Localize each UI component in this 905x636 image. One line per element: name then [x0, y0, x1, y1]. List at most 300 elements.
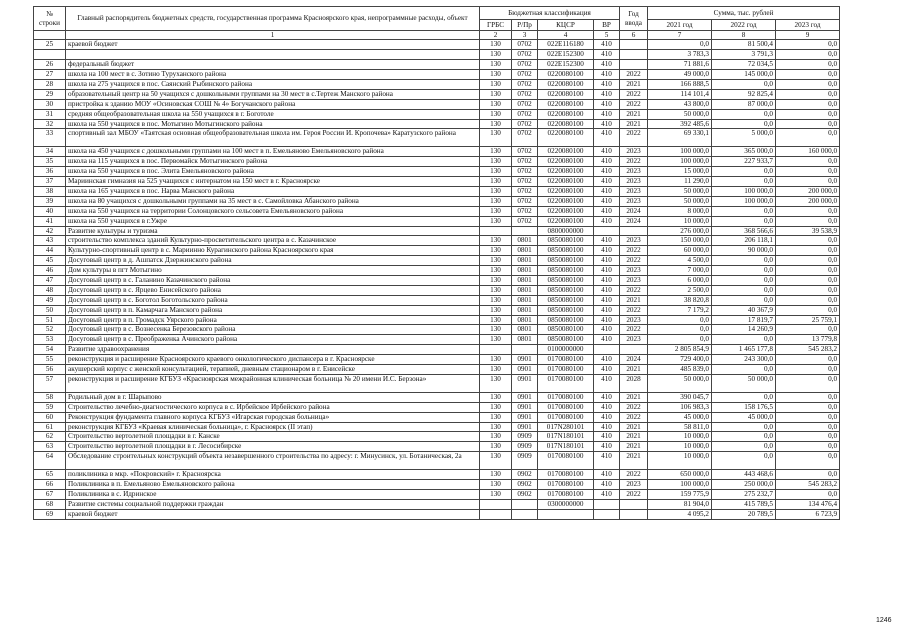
- cell-kcsr: 0170080100: [538, 480, 594, 490]
- cell-2023: 0,0: [776, 60, 840, 70]
- cell-vr: 410: [594, 266, 620, 276]
- row-name: спортивный зал МБОУ «Таятская основная общеобразовательная школа им. Героя России И. Кропочева» Каратузского района: [66, 129, 480, 147]
- row-number: 56: [34, 365, 66, 375]
- row-name: школа на 550 учащихся в г.Ужре: [66, 216, 480, 226]
- header-2021: 2021 год: [648, 20, 712, 31]
- row-name: краевой бюджет: [66, 509, 480, 519]
- row-name: Поликлиника в с. Идринское: [66, 490, 480, 500]
- cell-2021: 159 775,9: [648, 490, 712, 500]
- cell-vr: 410: [594, 490, 620, 500]
- cell-grbs: 130: [480, 442, 512, 452]
- row-name: Поликлиника в п. Емельяново Емельяновского района: [66, 480, 480, 490]
- cell-year: 2024: [620, 216, 648, 226]
- cell-year: 2023: [620, 480, 648, 490]
- cell-vr: 410: [594, 325, 620, 335]
- cell-rpr: [512, 499, 538, 509]
- cell-rpr: [512, 345, 538, 355]
- row-name: Досуговый центр в с. Вознесенка Березовского района: [66, 325, 480, 335]
- col-index: 9: [776, 31, 840, 40]
- header-2023: 2023 год: [776, 20, 840, 31]
- cell-rpr: 0801: [512, 335, 538, 345]
- row-number: 43: [34, 236, 66, 246]
- row-number: 41: [34, 216, 66, 226]
- cell-vr: 410: [594, 470, 620, 480]
- cell-2023: 0,0: [776, 325, 840, 335]
- row-name: Обследование строительных конструкций объекта незавершенного строительства по адресу: г. Минусинск, ул. Ботаническая, 2а: [66, 452, 480, 470]
- cell-grbs: 130: [480, 325, 512, 335]
- cell-2021: 4 095,2: [648, 509, 712, 519]
- cell-kcsr: 0170080100: [538, 402, 594, 412]
- cell-year: 2022: [620, 256, 648, 266]
- table-row: [34, 442, 840, 452]
- cell-year: [620, 226, 648, 236]
- cell-year: 2023: [620, 167, 648, 177]
- col-index: 2: [480, 31, 512, 40]
- cell-year: 2022: [620, 157, 648, 167]
- row-number: 39: [34, 196, 66, 206]
- cell-vr: 410: [594, 177, 620, 187]
- header-year: Год ввода: [620, 7, 648, 31]
- cell-2023: 0,0: [776, 392, 840, 402]
- cell-rpr: 0801: [512, 266, 538, 276]
- cell-2023: 39 538,9: [776, 226, 840, 236]
- table-row: [34, 490, 840, 500]
- cell-rpr: 0901: [512, 365, 538, 375]
- row-name: краевой бюджет: [66, 40, 480, 50]
- cell-grbs: 130: [480, 109, 512, 119]
- table-row: [34, 355, 840, 365]
- table-row: [34, 50, 840, 60]
- table-row: [34, 226, 840, 236]
- cell-grbs: 130: [480, 315, 512, 325]
- table-row: [34, 422, 840, 432]
- cell-kcsr: 0100000000: [538, 345, 594, 355]
- row-number: 45: [34, 256, 66, 266]
- cell-rpr: 0901: [512, 412, 538, 422]
- table-row: [34, 236, 840, 246]
- cell-kcsr: 0850080100: [538, 246, 594, 256]
- cell-vr: 410: [594, 79, 620, 89]
- cell-2022: 0,0: [712, 422, 776, 432]
- row-name: Родильный дом в г. Шарыпово: [66, 392, 480, 402]
- cell-2023: 0,0: [776, 109, 840, 119]
- table-row: [34, 432, 840, 442]
- cell-grbs: 130: [480, 335, 512, 345]
- cell-2023: 0,0: [776, 442, 840, 452]
- cell-2022: 72 034,5: [712, 60, 776, 70]
- cell-kcsr: 0170080100: [538, 355, 594, 365]
- cell-year: [620, 50, 648, 60]
- col-index: 1: [66, 31, 480, 40]
- table-row: [34, 365, 840, 375]
- row-number: 44: [34, 246, 66, 256]
- cell-kcsr: 0850080100: [538, 266, 594, 276]
- header-num: № строки: [34, 7, 66, 31]
- col-index: 6: [620, 31, 648, 40]
- cell-rpr: [512, 226, 538, 236]
- cell-vr: 410: [594, 147, 620, 157]
- cell-2023: 0,0: [776, 167, 840, 177]
- cell-grbs: 130: [480, 452, 512, 470]
- col-index: 8: [712, 31, 776, 40]
- cell-rpr: 0702: [512, 129, 538, 147]
- cell-year: 2023: [620, 147, 648, 157]
- cell-rpr: 0702: [512, 79, 538, 89]
- row-name: школа на 275 учащихся в пос. Саянский Рыбинского района: [66, 79, 480, 89]
- cell-kcsr: 022E116180: [538, 40, 594, 50]
- cell-vr: 410: [594, 355, 620, 365]
- table-row: [34, 246, 840, 256]
- cell-kcsr: 0170080100: [538, 374, 594, 392]
- row-name: Развитие системы социальной поддержки граждан: [66, 499, 480, 509]
- cell-rpr: 0801: [512, 315, 538, 325]
- cell-rpr: 0702: [512, 177, 538, 187]
- row-name: школа на 550 учащихся на территории Солонцовского сельсовета Емельяновского района: [66, 206, 480, 216]
- cell-grbs: 130: [480, 119, 512, 129]
- cell-grbs: 130: [480, 60, 512, 70]
- cell-2021: 10 000,0: [648, 452, 712, 470]
- cell-kcsr: 0850080100: [538, 315, 594, 325]
- row-name: пристройка к зданию МОУ «Осиновская СОШ № 4» Богучанского района: [66, 99, 480, 109]
- cell-kcsr: 0220080100: [538, 89, 594, 99]
- cell-2022: 0,0: [712, 276, 776, 286]
- cell-2022: 368 566,6: [712, 226, 776, 236]
- cell-rpr: 0902: [512, 470, 538, 480]
- cell-vr: 410: [594, 89, 620, 99]
- cell-2023: 0,0: [776, 432, 840, 442]
- cell-2023: 200 000,0: [776, 196, 840, 206]
- cell-rpr: 0901: [512, 374, 538, 392]
- cell-2021: 10 000,0: [648, 216, 712, 226]
- cell-vr: 410: [594, 109, 620, 119]
- row-number: 30: [34, 99, 66, 109]
- cell-vr: 410: [594, 276, 620, 286]
- cell-grbs: 130: [480, 206, 512, 216]
- table-row: [34, 374, 840, 392]
- cell-year: 2022: [620, 70, 648, 80]
- cell-grbs: 130: [480, 186, 512, 196]
- cell-year: 2028: [620, 374, 648, 392]
- cell-grbs: 130: [480, 285, 512, 295]
- cell-grbs: 130: [480, 89, 512, 99]
- header-name: Главный распорядитель бюджетных средств, государственная программа Красноярского края, непрограммные расходы, объект: [66, 7, 480, 31]
- cell-2021: 150 000,0: [648, 236, 712, 246]
- cell-2022: 50 000,0: [712, 374, 776, 392]
- cell-grbs: 130: [480, 236, 512, 246]
- row-number: 36: [34, 167, 66, 177]
- cell-grbs: [480, 226, 512, 236]
- cell-kcsr: 022E152300: [538, 50, 594, 60]
- cell-2023: 0,0: [776, 256, 840, 266]
- cell-2022: 415 789,5: [712, 499, 776, 509]
- row-number: 67: [34, 490, 66, 500]
- cell-2022: 0,0: [712, 432, 776, 442]
- cell-2022: 81 500,4: [712, 40, 776, 50]
- cell-year: 2022: [620, 89, 648, 99]
- cell-vr: [594, 509, 620, 519]
- cell-grbs: 130: [480, 374, 512, 392]
- cell-2021: 60 000,0: [648, 246, 712, 256]
- cell-grbs: 130: [480, 422, 512, 432]
- cell-2021: 0,0: [648, 325, 712, 335]
- cell-2021: 7 000,0: [648, 266, 712, 276]
- row-number: 37: [34, 177, 66, 187]
- row-number: 68: [34, 499, 66, 509]
- cell-grbs: 130: [480, 167, 512, 177]
- row-number: 46: [34, 266, 66, 276]
- cell-kcsr: 0220080100: [538, 109, 594, 119]
- cell-2022: 0,0: [712, 285, 776, 295]
- cell-2022: 0,0: [712, 295, 776, 305]
- table-row: [34, 157, 840, 167]
- col-index: 5: [594, 31, 620, 40]
- cell-kcsr: 0850080100: [538, 236, 594, 246]
- cell-2023: 0,0: [776, 216, 840, 226]
- cell-2021: 0,0: [648, 335, 712, 345]
- cell-grbs: 130: [480, 256, 512, 266]
- cell-rpr: 0801: [512, 285, 538, 295]
- table-row: [34, 480, 840, 490]
- row-number: 47: [34, 276, 66, 286]
- table-row: [34, 177, 840, 187]
- row-name: [66, 50, 480, 60]
- table-row: [34, 89, 840, 99]
- cell-kcsr: 0220080100: [538, 206, 594, 216]
- row-number: 34: [34, 147, 66, 157]
- row-number: 25: [34, 40, 66, 50]
- cell-rpr: 0801: [512, 276, 538, 286]
- cell-year: 2023: [620, 236, 648, 246]
- cell-rpr: 0909: [512, 442, 538, 452]
- cell-kcsr: 0170080100: [538, 412, 594, 422]
- cell-rpr: 0702: [512, 70, 538, 80]
- cell-kcsr: 017N180101: [538, 432, 594, 442]
- cell-kcsr: 0220080100: [538, 186, 594, 196]
- header-2022: 2022 год: [712, 20, 776, 31]
- row-number: 63: [34, 442, 66, 452]
- cell-2023: 0,0: [776, 452, 840, 470]
- cell-2023: 0,0: [776, 70, 840, 80]
- cell-year: 2022: [620, 99, 648, 109]
- cell-2022: 243 300,0: [712, 355, 776, 365]
- row-name: Дом культуры в пгт Мотыгино: [66, 266, 480, 276]
- row-name: Досуговый центр в с. Ярцево Енисейского района: [66, 285, 480, 295]
- cell-year: 2023: [620, 266, 648, 276]
- table-row: [34, 335, 840, 345]
- cell-grbs: 130: [480, 355, 512, 365]
- table-row: [34, 196, 840, 206]
- row-number: 60: [34, 412, 66, 422]
- cell-year: 2021: [620, 295, 648, 305]
- cell-vr: 410: [594, 99, 620, 109]
- cell-rpr: 0901: [512, 355, 538, 365]
- cell-2021: 11 290,0: [648, 177, 712, 187]
- cell-2021: 58 811,0: [648, 422, 712, 432]
- cell-2023: 0,0: [776, 89, 840, 99]
- cell-kcsr: 0850080100: [538, 335, 594, 345]
- row-number: 50: [34, 305, 66, 315]
- row-number: [34, 50, 66, 60]
- row-name: Строительство лечебно-диагностического корпуса в с. Ирбейское Ирбейского района: [66, 402, 480, 412]
- row-number: 59: [34, 402, 66, 412]
- cell-year: 2022: [620, 402, 648, 412]
- table-row: [34, 276, 840, 286]
- cell-vr: 410: [594, 295, 620, 305]
- col-index: 3: [512, 31, 538, 40]
- cell-2021: 100 000,0: [648, 147, 712, 157]
- cell-grbs: 130: [480, 196, 512, 206]
- cell-2021: 71 881,6: [648, 60, 712, 70]
- row-number: 64: [34, 452, 66, 470]
- cell-2021: 4 500,0: [648, 256, 712, 266]
- cell-2022: 100 000,0: [712, 196, 776, 206]
- table-row: [34, 167, 840, 177]
- cell-2023: 0,0: [776, 365, 840, 375]
- cell-year: [620, 509, 648, 519]
- cell-kcsr: 0800000000: [538, 226, 594, 236]
- cell-rpr: 0801: [512, 295, 538, 305]
- row-name: образовательный центр на 50 учащихся с дошкольными группами на 30 мест в с.Тертеж Манского района: [66, 89, 480, 99]
- row-name: реконструкция и расширение Красноярского краевого онкологического диспансера в г. Красноярске: [66, 355, 480, 365]
- row-name: поликлиника в мкр. «Покровский» г. Красноярска: [66, 470, 480, 480]
- row-name: Культурно-спортивный центр в с. Мариинно Курагинского района Красноярского края: [66, 246, 480, 256]
- cell-vr: 410: [594, 402, 620, 412]
- cell-2021: 50 000,0: [648, 196, 712, 206]
- cell-vr: 410: [594, 236, 620, 246]
- cell-grbs: 130: [480, 392, 512, 402]
- row-name: школа на 550 учащихся в пос. Мотыгино Мотыгинского района: [66, 119, 480, 129]
- cell-year: 2021: [620, 119, 648, 129]
- cell-rpr: 0801: [512, 305, 538, 315]
- cell-grbs: 130: [480, 99, 512, 109]
- cell-2021: 8 000,0: [648, 206, 712, 216]
- cell-2021: 0,0: [648, 40, 712, 50]
- cell-year: 2023: [620, 196, 648, 206]
- row-name: школа на 115 учащихся в пос. Первомайск Мотыгинского района: [66, 157, 480, 167]
- cell-grbs: 130: [480, 402, 512, 412]
- cell-kcsr: 0850080100: [538, 305, 594, 315]
- row-number: 28: [34, 79, 66, 89]
- cell-vr: 410: [594, 480, 620, 490]
- cell-vr: 410: [594, 374, 620, 392]
- cell-2022: 14 260,9: [712, 325, 776, 335]
- cell-2023: 545 283,2: [776, 480, 840, 490]
- cell-vr: [594, 499, 620, 509]
- row-number: 58: [34, 392, 66, 402]
- cell-2021: 69 330,1: [648, 129, 712, 147]
- cell-2023: 134 476,4: [776, 499, 840, 509]
- cell-kcsr: 0850080100: [538, 276, 594, 286]
- cell-2023: 0,0: [776, 246, 840, 256]
- cell-grbs: 130: [480, 480, 512, 490]
- row-name: реконструкция и расширение КГБУЗ «Красноярская межрайонная клиническая больница № 20 имени И.С. Берзона»: [66, 374, 480, 392]
- cell-year: 2021: [620, 79, 648, 89]
- cell-2021: 50 000,0: [648, 186, 712, 196]
- row-name: строительство комплекса зданий Культурно-просветительского центра в с. Казачинское: [66, 236, 480, 246]
- cell-grbs: 130: [480, 470, 512, 480]
- cell-rpr: 0901: [512, 392, 538, 402]
- table-row: [34, 70, 840, 80]
- cell-2022: 365 000,0: [712, 147, 776, 157]
- cell-year: 2024: [620, 206, 648, 216]
- cell-rpr: 0702: [512, 196, 538, 206]
- cell-kcsr: 017N180101: [538, 442, 594, 452]
- cell-vr: 410: [594, 206, 620, 216]
- cell-2023: 13 779,8: [776, 335, 840, 345]
- cell-grbs: 130: [480, 305, 512, 315]
- cell-2022: 92 825,4: [712, 89, 776, 99]
- table-row: [34, 509, 840, 519]
- table-row: [34, 60, 840, 70]
- cell-2023: 0,0: [776, 295, 840, 305]
- row-name: Реконструкция фундамента главного корпуса КГБУЗ «Игарская городская больница»: [66, 412, 480, 422]
- cell-vr: 410: [594, 432, 620, 442]
- cell-year: [620, 345, 648, 355]
- cell-2022: 227 933,7: [712, 157, 776, 167]
- cell-year: 2022: [620, 246, 648, 256]
- cell-2022: 0,0: [712, 442, 776, 452]
- header-budget-class: Бюджетная классификация: [480, 7, 620, 20]
- cell-rpr: 0801: [512, 256, 538, 266]
- cell-grbs: 130: [480, 432, 512, 442]
- cell-2023: 0,0: [776, 177, 840, 187]
- cell-kcsr: 0300000000: [538, 499, 594, 509]
- cell-rpr: 0702: [512, 99, 538, 109]
- table-row: [34, 206, 840, 216]
- cell-vr: 410: [594, 186, 620, 196]
- cell-2022: 45 000,0: [712, 412, 776, 422]
- cell-year: 2021: [620, 442, 648, 452]
- table-row: [34, 315, 840, 325]
- cell-2023: 0,0: [776, 206, 840, 216]
- table-row: [34, 186, 840, 196]
- header-sum: Сумма, тыс. рублей: [648, 7, 840, 20]
- cell-2022: 40 367,9: [712, 305, 776, 315]
- row-number: 65: [34, 470, 66, 480]
- cell-rpr: 0702: [512, 60, 538, 70]
- row-name: школа на 550 учащихся в пос. Элита Емельяновского района: [66, 167, 480, 177]
- cell-2023: 200 000,0: [776, 186, 840, 196]
- cell-rpr: 0901: [512, 402, 538, 412]
- cell-2023: 0,0: [776, 266, 840, 276]
- row-name: Досуговый центр в с. Преображенка Ачинского района: [66, 335, 480, 345]
- page-number: 1246: [876, 617, 892, 624]
- cell-grbs: 130: [480, 412, 512, 422]
- cell-year: [620, 40, 648, 50]
- row-name: Развитие здравоохранения: [66, 345, 480, 355]
- cell-vr: 410: [594, 216, 620, 226]
- cell-vr: 410: [594, 256, 620, 266]
- cell-2022: 0,0: [712, 167, 776, 177]
- cell-kcsr: 0220080100: [538, 119, 594, 129]
- cell-grbs: 130: [480, 295, 512, 305]
- cell-2021: 7 179,2: [648, 305, 712, 315]
- cell-rpr: 0801: [512, 236, 538, 246]
- cell-year: [620, 60, 648, 70]
- row-number: 66: [34, 480, 66, 490]
- cell-vr: 410: [594, 70, 620, 80]
- cell-2021: 276 000,0: [648, 226, 712, 236]
- row-number: 62: [34, 432, 66, 442]
- cell-kcsr: 0170080100: [538, 392, 594, 402]
- row-number: 52: [34, 325, 66, 335]
- table-row: [34, 256, 840, 266]
- table-row: [34, 119, 840, 129]
- cell-kcsr: 0170080100: [538, 452, 594, 470]
- cell-2022: 90 000,0: [712, 246, 776, 256]
- cell-2021: 100 000,0: [648, 157, 712, 167]
- cell-vr: 410: [594, 129, 620, 147]
